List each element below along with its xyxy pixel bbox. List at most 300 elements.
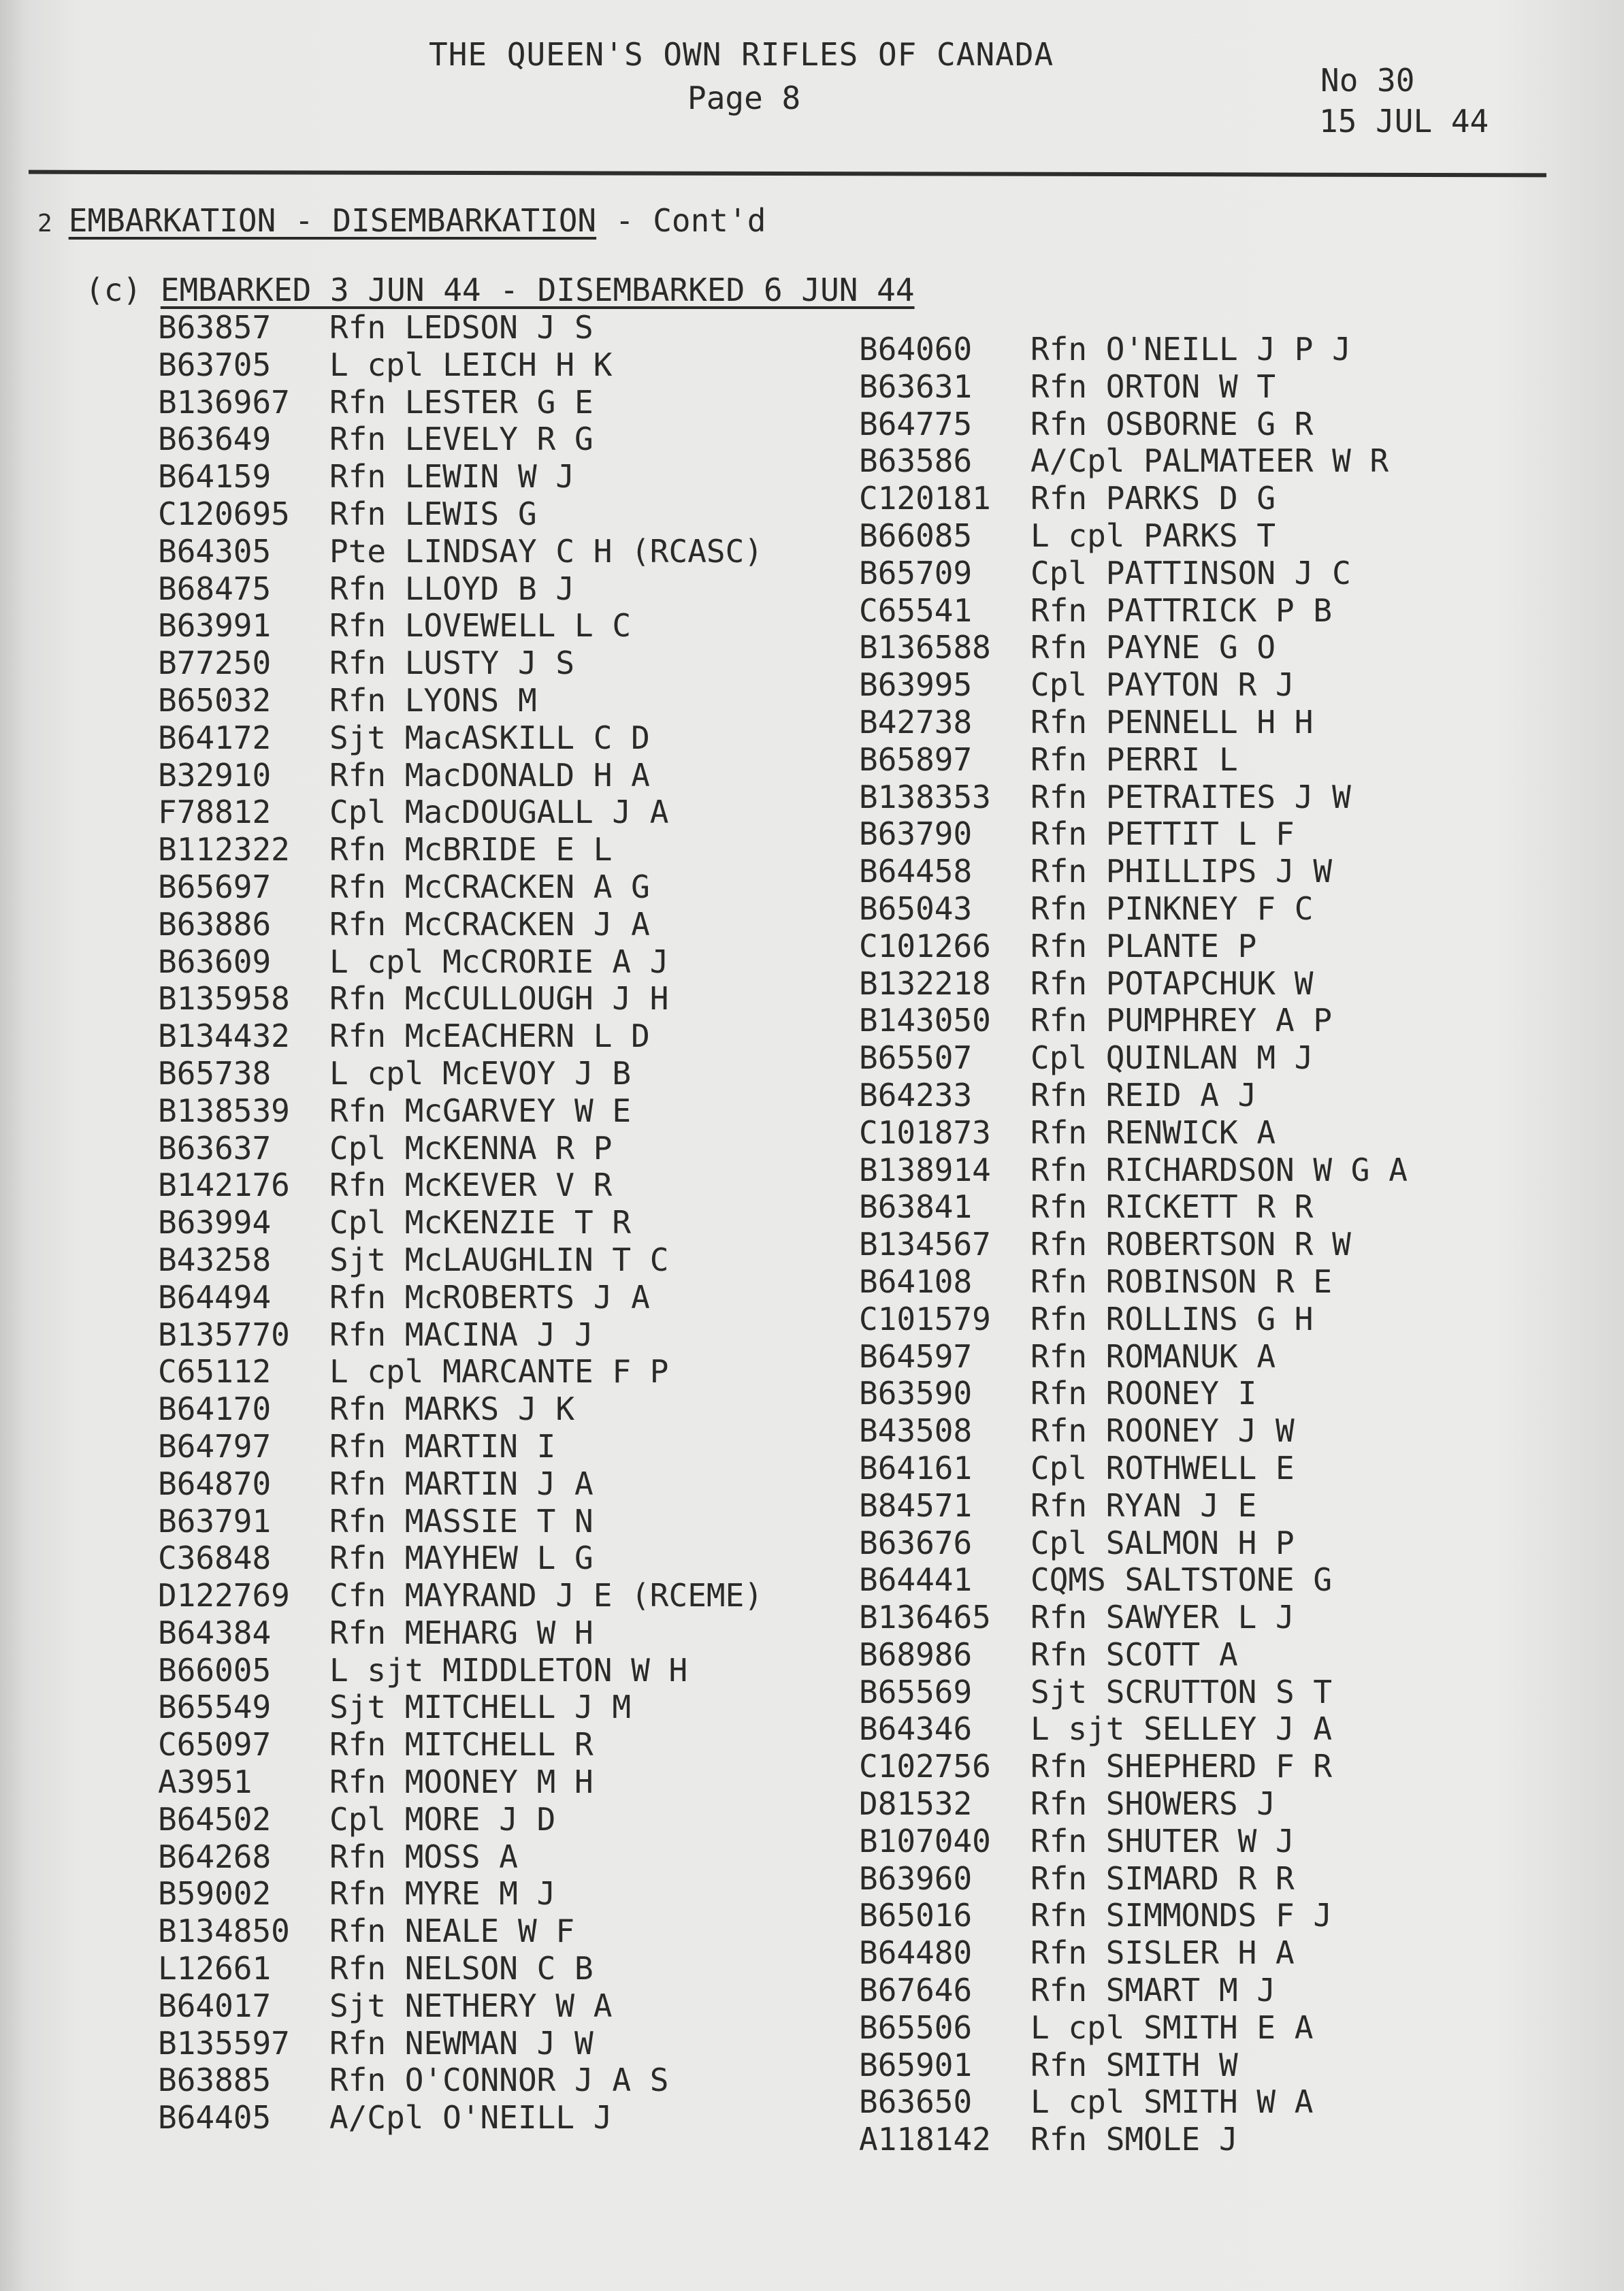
list-item <box>859 1338 1408 1376</box>
rank-name: Rfn McBRIDE E L <box>329 831 613 868</box>
list-item <box>158 2062 763 2099</box>
rank-name: Cpl PAYTON R J <box>1030 666 1295 704</box>
list-item <box>158 1241 763 1279</box>
service-number: B65549 <box>158 1689 272 1726</box>
list-item <box>158 980 763 1018</box>
service-number: B63995 <box>859 666 973 704</box>
list-item <box>859 1375 1408 1412</box>
service-number: B64108 <box>859 1263 973 1300</box>
list-item <box>859 1636 1408 1674</box>
service-number: A3951 <box>158 1764 253 1801</box>
service-number: B64775 <box>859 405 973 442</box>
list-item <box>859 331 1408 368</box>
rank-name: Rfn PARKS D G <box>1030 480 1276 517</box>
rank-name: Rfn MEHARG W H <box>329 1614 594 1651</box>
rank-name: Rfn LUSTY J S <box>329 645 575 682</box>
rank-name: Rfn PATTRICK P B <box>1030 591 1333 629</box>
list-item <box>158 682 763 719</box>
rank-name: Rfn PUMPHREY A P <box>1030 1002 1333 1039</box>
rank-name: Rfn RENWICK A <box>1030 1114 1276 1151</box>
list-item <box>158 1316 763 1354</box>
service-number: B43258 <box>158 1241 272 1278</box>
personnel-list-right <box>859 331 1408 2158</box>
rank-name: Cpl McKENZIE T R <box>329 1204 632 1241</box>
subsection-label: (c) <box>85 272 142 308</box>
service-number: B65506 <box>859 2009 973 2046</box>
service-number: B63790 <box>859 815 973 853</box>
personnel-list-left <box>158 309 763 2136</box>
service-number: B65032 <box>158 681 272 719</box>
rank-name: Rfn MOONEY M H <box>329 1764 594 1801</box>
rank-name: CQMS SALTSTONE G <box>1030 1561 1333 1599</box>
rank-name: Rfn OSBORNE G R <box>1030 405 1314 442</box>
rank-name: Rfn POTAPCHUK W <box>1030 964 1314 1002</box>
list-item <box>859 1263 1408 1301</box>
service-number: B66085 <box>859 517 973 554</box>
rank-name: Rfn SIMMONDS F J <box>1030 1897 1333 1934</box>
service-number: D81532 <box>859 1785 973 1823</box>
service-number: B135770 <box>158 1316 290 1353</box>
rank-name: Rfn PENNELL H H <box>1030 703 1314 741</box>
list-item <box>158 2025 763 2062</box>
list-item <box>158 346 763 384</box>
service-number: B112322 <box>158 831 290 868</box>
list-item <box>158 645 763 682</box>
service-number: C65541 <box>859 591 973 629</box>
list-item <box>859 1823 1408 1860</box>
service-number: C101266 <box>859 927 991 964</box>
service-number: B138539 <box>158 1092 290 1129</box>
rank-name: Rfn NEALE W F <box>329 1913 575 1950</box>
service-number: B64017 <box>158 1987 272 2024</box>
service-number: B32910 <box>158 756 272 794</box>
list-item <box>859 890 1408 928</box>
list-item <box>859 1226 1408 1263</box>
list-item <box>859 2083 1408 2121</box>
rank-name: Cpl QUINLAN M J <box>1030 1039 1314 1077</box>
rank-name: L cpl PARKS T <box>1030 517 1276 554</box>
rank-name: Cpl ROTHWELL E <box>1030 1449 1295 1486</box>
list-item <box>859 853 1408 890</box>
service-number: B64159 <box>158 458 272 495</box>
service-number: B67646 <box>859 1972 973 2009</box>
service-number: B135597 <box>158 2024 290 2062</box>
rank-name: Rfn ROBINSON R E <box>1030 1263 1333 1300</box>
rank-name: Rfn O'NEILL J P J <box>1030 331 1351 368</box>
rank-name: Rfn RICHARDSON W G A <box>1030 1151 1408 1188</box>
rank-name: Sjt McLAUGHLIN T C <box>329 1241 669 1278</box>
list-item <box>158 309 763 346</box>
rank-name: L sjt MIDDLETON W H <box>329 1651 688 1689</box>
list-item <box>859 1188 1408 1226</box>
service-number: B65016 <box>859 1897 973 1934</box>
list-item <box>859 1860 1408 1898</box>
service-number: B68475 <box>158 570 272 607</box>
rank-name: Rfn McGARVEY W E <box>329 1092 632 1129</box>
list-item <box>158 1652 763 1689</box>
list-item <box>859 928 1408 965</box>
list-item <box>859 2047 1408 2084</box>
rank-name: Rfn SMART M J <box>1030 1972 1276 2009</box>
service-number: B63631 <box>859 368 973 405</box>
list-item <box>158 1503 763 1540</box>
rank-name: L cpl SMITH W A <box>1030 2083 1314 2121</box>
service-number: B134567 <box>859 1226 991 1263</box>
list-item <box>859 1561 1408 1599</box>
service-number: B64060 <box>859 331 973 368</box>
list-item <box>859 779 1408 816</box>
rank-name: Pte LINDSAY C H (RCASC) <box>329 532 763 570</box>
rank-name: Rfn ROLLINS G H <box>1030 1300 1314 1337</box>
service-number: C101873 <box>859 1114 991 1151</box>
service-number: C65112 <box>158 1353 272 1391</box>
service-number: B77250 <box>158 645 272 682</box>
rank-name: Rfn LESTER G E <box>329 383 594 421</box>
service-number: B63609 <box>158 943 272 980</box>
service-number: B64305 <box>158 532 272 570</box>
list-item <box>859 666 1408 704</box>
list-item <box>859 1972 1408 2009</box>
rank-name: L cpl McEVOY J B <box>329 1054 632 1092</box>
list-item <box>859 1412 1408 1450</box>
rank-name: Rfn ROMANUK A <box>1030 1337 1276 1375</box>
rank-name: Rfn SMOLE J <box>1030 2121 1238 2158</box>
list-item <box>158 1055 763 1092</box>
rank-name: Rfn NEWMAN J W <box>329 2024 594 2062</box>
list-item <box>859 1114 1408 1152</box>
list-item <box>158 421 763 458</box>
list-item <box>859 480 1408 517</box>
rank-name: Rfn McKEVER V R <box>329 1167 613 1204</box>
rank-name: Cpl MORE J D <box>329 1800 556 1838</box>
rank-name: Rfn NELSON C B <box>329 1950 594 1987</box>
service-number: B63991 <box>158 607 272 645</box>
rank-name: Rfn PERRI L <box>1030 741 1238 778</box>
rank-name: Sjt SCRUTTON S T <box>1030 1673 1333 1710</box>
service-number: B63960 <box>859 1859 973 1897</box>
list-item <box>158 794 763 831</box>
list-item <box>158 1279 763 1316</box>
list-item <box>859 1748 1408 1785</box>
rank-name: L cpl LEICH H K <box>329 346 613 383</box>
list-item <box>158 1092 763 1130</box>
service-number: B143050 <box>859 1002 991 1039</box>
rank-name: Cpl SALMON H P <box>1030 1524 1295 1561</box>
rank-name: A/Cpl O'NEILL J <box>329 2099 613 2136</box>
rank-name: Rfn RYAN J E <box>1030 1486 1257 1524</box>
rank-name: Rfn SIMARD R R <box>1030 1859 1295 1897</box>
service-number: B64268 <box>158 1838 272 1875</box>
service-number: B64597 <box>859 1337 973 1375</box>
service-number: B63885 <box>158 2062 272 2099</box>
list-item <box>158 1018 763 1055</box>
service-number: B64170 <box>158 1391 272 1428</box>
service-number: B65697 <box>158 868 272 905</box>
subsection-heading <box>85 271 915 309</box>
list-item <box>158 1764 763 1801</box>
service-number: B63676 <box>859 1524 973 1561</box>
list-item <box>859 1152 1408 1189</box>
list-item <box>859 1934 1408 1972</box>
service-number: C120181 <box>859 480 991 517</box>
service-number: B65738 <box>158 1054 272 1092</box>
service-number: B64405 <box>158 2099 272 2136</box>
list-item <box>158 1875 763 1913</box>
service-number: B64161 <box>859 1449 973 1486</box>
rank-name: Rfn MARTIN J A <box>329 1465 594 1502</box>
order-date: 15 JUL 44 <box>1319 103 1489 140</box>
service-number: B43508 <box>859 1412 973 1450</box>
rank-name: Rfn MITCHELL R <box>329 1726 594 1764</box>
service-number: B64502 <box>158 1800 272 1838</box>
rank-name: Rfn MARTIN I <box>329 1427 556 1465</box>
list-item <box>158 1204 763 1241</box>
rank-name: Rfn ROONEY J W <box>1030 1412 1295 1450</box>
rank-name: Sjt MITCHELL J M <box>329 1689 632 1726</box>
rank-name: L cpl MARCANTE F P <box>329 1353 669 1391</box>
list-item <box>859 1450 1408 1487</box>
service-number: B136588 <box>859 629 991 666</box>
rank-name: Rfn MARKS J K <box>329 1391 575 1428</box>
list-item <box>859 1674 1408 1711</box>
rank-name: Rfn PETRAITES J W <box>1030 778 1351 815</box>
service-number: B136465 <box>859 1599 991 1636</box>
list-item <box>158 831 763 868</box>
service-number: B42738 <box>859 703 973 741</box>
list-item <box>859 368 1408 406</box>
list-item <box>158 1465 763 1503</box>
list-item <box>158 1428 763 1465</box>
service-number: B64480 <box>859 1934 973 1972</box>
section-title: EMBARKATION - DISEMBARKATION <box>68 202 597 239</box>
list-item <box>859 592 1408 630</box>
rank-name: Rfn PINKNEY F C <box>1030 890 1314 927</box>
service-number: B65569 <box>859 1673 973 1710</box>
rank-name: Rfn McCULLOUGH J H <box>329 980 669 1018</box>
rank-name: Rfn LYONS M <box>329 681 537 719</box>
rank-name: Rfn MacDONALD H A <box>329 756 650 794</box>
rank-name: Rfn McEACHERN L D <box>329 1018 650 1055</box>
list-item <box>158 719 763 757</box>
service-number: B64870 <box>158 1465 272 1502</box>
section-heading <box>37 201 766 243</box>
service-number: C120695 <box>158 495 290 532</box>
list-item <box>158 1540 763 1577</box>
service-number: B59002 <box>158 1875 272 1913</box>
rank-name: Rfn SHUTER W J <box>1030 1822 1295 1859</box>
list-item <box>859 406 1408 443</box>
rank-name: Rfn PETTIT L F <box>1030 815 1295 853</box>
list-item <box>859 555 1408 592</box>
list-item <box>158 570 763 608</box>
list-item <box>859 1785 1408 1823</box>
list-item <box>859 442 1408 480</box>
service-number: B142176 <box>158 1167 290 1204</box>
service-number: C102756 <box>859 1748 991 1785</box>
rank-name: Rfn MOSS A <box>329 1838 518 1875</box>
rank-name: Rfn ORTON W T <box>1030 368 1276 405</box>
rank-name: Rfn MAYHEW L G <box>329 1540 594 1577</box>
list-item <box>158 458 763 495</box>
service-number: B68986 <box>859 1636 973 1673</box>
rank-name: Rfn ROONEY I <box>1030 1375 1257 1412</box>
rank-name: L cpl McCRORIE A J <box>329 943 669 980</box>
service-number: L12661 <box>158 1950 272 1987</box>
list-item <box>158 1130 763 1167</box>
list-item <box>859 741 1408 779</box>
service-number: B63637 <box>158 1129 272 1167</box>
rank-name: Rfn MACINA J J <box>329 1316 594 1353</box>
order-number: No 30 <box>1320 62 1415 99</box>
rank-name: Rfn SHEPHERD F R <box>1030 1748 1333 1785</box>
rank-name: Rfn RICKETT R R <box>1030 1188 1314 1226</box>
list-item <box>158 868 763 906</box>
list-item <box>859 704 1408 741</box>
list-item <box>859 1525 1408 1562</box>
list-item <box>158 757 763 794</box>
rank-name: L cpl SMITH E A <box>1030 2009 1314 2046</box>
rank-name: Rfn ROBERTSON R W <box>1030 1226 1351 1263</box>
list-item <box>859 1301 1408 1338</box>
list-item <box>859 1487 1408 1525</box>
service-number: B64384 <box>158 1614 272 1651</box>
rank-name: Cfn MAYRAND J E (RCEME) <box>329 1577 763 1614</box>
service-number: B65043 <box>859 890 973 927</box>
service-number: B64441 <box>859 1561 973 1599</box>
service-number: B132218 <box>859 964 991 1002</box>
header-divider <box>29 170 1546 178</box>
service-number: B134432 <box>158 1018 290 1055</box>
subsection-title: EMBARKED 3 JUN 44 - DISEMBARKED 6 JUN 44 <box>160 272 915 308</box>
list-item <box>158 2099 763 2136</box>
service-number: B63650 <box>859 2083 973 2121</box>
service-number: B65901 <box>859 2046 973 2083</box>
rank-name: Rfn McCRACKEN A G <box>329 868 650 905</box>
service-number: B138353 <box>859 778 991 815</box>
service-number: B66005 <box>158 1651 272 1689</box>
rank-name: Rfn MYRE M J <box>329 1875 556 1913</box>
list-item <box>158 1689 763 1726</box>
service-number: B65709 <box>859 554 973 591</box>
list-item <box>859 965 1408 1003</box>
rank-name: Rfn PLANTE P <box>1030 927 1257 964</box>
rank-name: Rfn MASSIE T N <box>329 1502 594 1540</box>
rank-name: Rfn SAWYER L J <box>1030 1599 1295 1636</box>
list-item <box>158 1614 763 1652</box>
service-number: B64172 <box>158 719 272 756</box>
service-number: B63857 <box>158 309 272 346</box>
unit-title: THE QUEEN'S OWN RIFLES OF CANADA <box>429 36 1054 73</box>
list-item <box>859 1002 1408 1039</box>
section-number: 2 <box>37 210 52 238</box>
rank-name: Sjt MacASKILL C D <box>329 719 650 756</box>
list-item <box>158 1987 763 2025</box>
page-number: Page 8 <box>687 80 801 116</box>
service-number: B63994 <box>158 1204 272 1241</box>
rank-name: Cpl MacDOUGALL J A <box>329 794 669 831</box>
list-item <box>158 1726 763 1764</box>
service-number: B63649 <box>158 421 272 458</box>
rank-name: Rfn LLOYD B J <box>329 570 575 607</box>
rank-name: Rfn O'CONNOR J A S <box>329 2062 669 2099</box>
list-item <box>158 906 763 943</box>
service-number: B63705 <box>158 346 272 383</box>
service-number: C36848 <box>158 1540 272 1577</box>
rank-name: Rfn LOVEWELL L C <box>329 607 632 645</box>
service-number: B64346 <box>859 1710 973 1748</box>
rank-name: Cpl McKENNA R P <box>329 1129 613 1167</box>
list-item <box>158 1391 763 1428</box>
list-item <box>158 533 763 570</box>
list-item <box>859 517 1408 555</box>
list-item <box>158 1167 763 1204</box>
service-number: B64458 <box>859 853 973 890</box>
service-number: C101579 <box>859 1300 991 1337</box>
service-number: B138914 <box>859 1151 991 1188</box>
rank-name: L sjt SELLEY J A <box>1030 1710 1333 1748</box>
list-item <box>158 1801 763 1838</box>
rank-name: Rfn PAYNE G O <box>1030 629 1276 666</box>
list-item <box>859 1897 1408 1934</box>
service-number: B63586 <box>859 442 973 480</box>
list-item <box>158 1913 763 1950</box>
service-number: B65897 <box>859 741 973 778</box>
rank-name: Cpl PATTINSON J C <box>1030 554 1351 591</box>
rank-name: Sjt NETHERY W A <box>329 1987 613 2024</box>
service-number: B64233 <box>859 1076 973 1114</box>
list-item <box>158 1577 763 1614</box>
list-item <box>859 815 1408 853</box>
rank-name: Rfn McROBERTS J A <box>329 1278 650 1316</box>
rank-name: Rfn REID A J <box>1030 1076 1257 1114</box>
list-item <box>859 1710 1408 1748</box>
service-number: B63841 <box>859 1188 973 1226</box>
service-number: B65507 <box>859 1039 973 1077</box>
section-suffix: - Cont'd <box>596 202 766 239</box>
rank-name: Rfn LEWIS G <box>329 495 537 532</box>
list-item <box>158 495 763 533</box>
service-number: B63886 <box>158 905 272 943</box>
service-number: B64494 <box>158 1278 272 1316</box>
rank-name: Rfn SHOWERS J <box>1030 1785 1276 1823</box>
list-item <box>158 607 763 645</box>
service-number: B134850 <box>158 1913 290 1950</box>
service-number: D122769 <box>158 1577 290 1614</box>
rank-name: Rfn SMITH W <box>1030 2046 1238 2083</box>
list-item <box>158 1838 763 1876</box>
rank-name: Rfn LEWIN W J <box>329 458 575 495</box>
service-number: B135958 <box>158 980 290 1018</box>
list-item <box>158 1353 763 1391</box>
service-number: B64797 <box>158 1427 272 1465</box>
list-item <box>859 2121 1408 2158</box>
service-number: B63791 <box>158 1502 272 1540</box>
list-item <box>859 1077 1408 1114</box>
rank-name: Rfn PHILLIPS J W <box>1030 853 1333 890</box>
service-number: C65097 <box>158 1726 272 1764</box>
rank-name: Rfn McCRACKEN J A <box>329 905 650 943</box>
service-number: B84571 <box>859 1486 973 1524</box>
service-number: B63590 <box>859 1375 973 1412</box>
list-item <box>859 1599 1408 1636</box>
rank-name: Rfn LEDSON J S <box>329 309 594 346</box>
rank-name: A/Cpl PALMATEER W R <box>1030 442 1389 480</box>
list-item <box>158 1950 763 1987</box>
list-item <box>158 384 763 421</box>
list-item <box>158 943 763 981</box>
list-item <box>859 629 1408 666</box>
rank-name: Rfn SCOTT A <box>1030 1636 1238 1673</box>
